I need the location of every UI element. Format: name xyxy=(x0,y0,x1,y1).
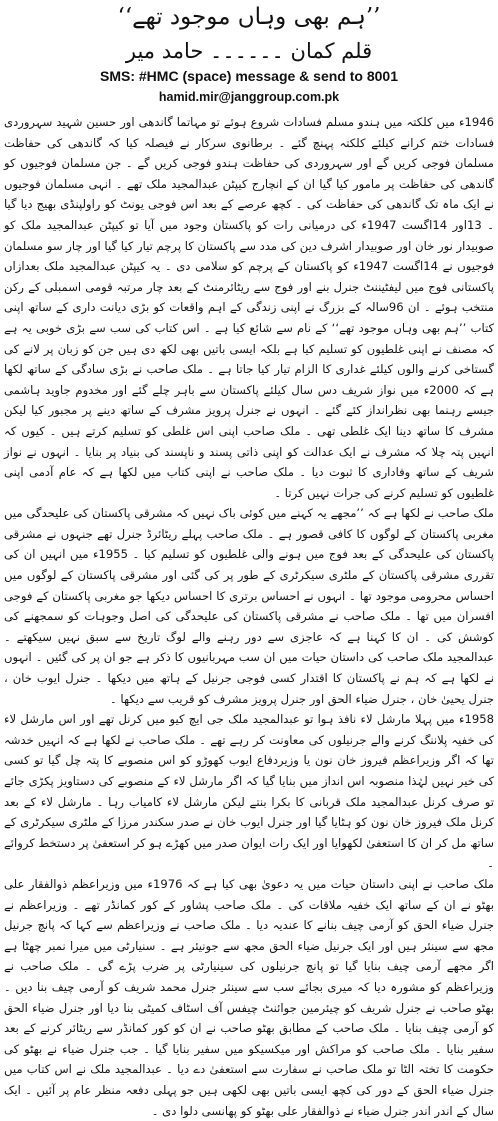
column-title: ’’ہم بھی وہاں موجود تھے‘‘ xyxy=(117,4,381,30)
body-paragraph: ملک صاحب نے اپنی داستان حیات میں یہ دعویٰ بھی کیا ہے کہ 1976ء میں وزیراعظم ذوالفقار علی بھٹو نے ان کے ساتھ ایک خفیہ ملاقات کی ۔ ملک صاحب پشاور کے کور کمانڈر تھے ۔ وزیراعظم نے جنرل ضیاء الحق کو آرمی چیف بنانے کا عندیہ دیا ۔ ملک صاحب نے وزیراعظم سے کہا کہ پانچ جرنیل مجھ سے سینئر ہیں اور ایک جرنیل ضیاء الحق مجھ سے جونیئر ہے ۔ سنیارٹی میں میرا نمبر چھٹا ہے اگر مجھے آرمی چیف بنایا گیا تو پانچ جرنیلوں کی سینیارٹی پر ضرب پڑے گی ۔ ملک صاحب نے وزیراعظم کو مشورہ دیا کہ میری بجائے سب سے سینئر جنرل محمد شریف کو آرمی چیف بنا دیں ۔ بھٹو صاحب نے جنرل شریف کو چیئرمین جوائنٹ چیفس آف اسٹاف کمیٹی بنا دیا اور جنرل ضیاء الحق کو آرمی چیف بنایا ۔ ملک صاحب کے مطابق بھٹو صاحب نے ان کو کور کمانڈر سے ریٹائر کرنے کے بعد سفیر بنایا ۔ ملک صاحب کو مراکش اور میکسیکو میں سفیر بنایا گیا ۔ جب جنرل ضیاء نے بھٹو کی حکومت کا تختہ الٹا تو ملک صاحب نے سفارت سے استعفیٰ دے دیا ۔ عبدالمجید ملک نے اس کتاب میں جنرل ضیاء الحق کے دور کی کچھ ایسی باتیں بھی لکھی ہیں جو پہلی دفعہ منظر عام پر آئیں ۔ ایک سال کے اندر اندر جنرل ضیاء نے ذوالفقار علی بھٹو کو پھانسی دلوا دی ۔ xyxy=(4,876,495,1118)
body-paragraph: 1946ء میں کلکتہ میں ہندو مسلم فسادات شروع ہوئے تو مہاتما گاندھی اور حسین شہید سہروردی فسادات ختم کرانے کیلئے کلکتہ پہنچ گئے ۔ برطانوی سرکار نے فیصلہ کیا کہ گاندھی کی حفاظت مسلمان فوجی کریں گے اور سہروردی کی حفاظت ہندو فوجی کریں گے ۔ جن مسلمان فوجیوں کو گاندھی کی حفاظت پر مامور کیا گیا ان کے انچارج کیپٹن عبدالمجید ملک تھے ۔ انہی مسلمان فوجیوں نے ایک ماہ تک گاندھی کی حفاظت کی ۔ کچھ عرصے کے بعد اس فوجی یونٹ کو راولپنڈی بھیج دیا گیا ۔ 13اور 14اگست 1947ء کی درمیانی رات کو پاکستان وجود میں آیا تو کیپٹن عبدالمجید ملک کو صوبیدار نور خان اور صوبیدار اشرف دین کی مدد سے پاکستان کا پرچم تیار کیا گیا اور چار سو مسلمان فوجیوں نے 14اگست 1947ء کو پاکستان کے پرچم کو سلامی دی ۔ یہ کیپٹن عبدالمجید ملک بعدازاں پاکستانی فوج میں لیفٹیننٹ جنرل بنے اور فوج سے ریٹائرمنٹ کے بعد چار مرتبہ قومی اسمبلی کے رکن منتخب ہوئے ۔ ان 96سالہ کے بزرگ نے اپنی زندگی کے اہم واقعات کو بڑی دیانت داری کے ساتھ اپنی کتاب ’’ہم بھی وہاں موجود تھے‘‘ کے نام سے شائع کیا ہے ۔ اس کتاب کی سب سے بڑی خوبی یہ ہے کہ مصنف نے اپنی غلطیوں کو تسلیم کیا ہے بلکہ ایسی باتیں بھی لکھ دی ہیں جن کو زبان پر لانے کی گستاخی کرنے والوں کیلئے غداری کا الزام تیار کیا جاتا ہے ۔ ملک صاحب نے بڑی سادگی کے ساتھ لکھا ہے کہ 2000ء میں نواز شریف دس سال کیلئے پاکستان سے باہر چلے گئے اور مخدوم جاوید ہاشمی جیسے رہنما بھی نظرانداز کئے گئے ۔ انہوں نے جنرل پرویز مشرف کے ساتھ دینے پر مجبور کیا لیکن مشرف کا ساتھ دینا ایک غلطی تھی ۔ ملک صاحب اپنی اس غلطی کو تسلیم کرتے ہیں ۔ کیوں کہ انہیں پتہ چلا کہ مشرف نے ایک عدالت کو اپنی ذاتی پسند و ناپسند کی بنیاد پر بنایا ۔ انہوں نے نواز شریف کے ساتھ وفاداری کا ثبوت دیا ۔ ملک صاحب نے اپنی کتاب میں لکھا ہے کہ عام آدمی اپنی غلطیوں کو تسلیم کرنے کی جرات نہیں کرتا ۔ xyxy=(4,115,495,500)
body-paragraph: ملک صاحب نے لکھا ہے کہ ’’مجھے یہ کہنے میں کوئی باک نہیں کہ مشرقی پاکستان کی علیحدگی میں مغربی پاکستان کے لوگوں کا کافی قصور ہے ۔ ملک صاحب پہلے ریٹائرڈ جنرل تھے جنہوں نے مشرقی پاکستان کی علیحدگی کے بعد فوج میں ہونے والی غلطیوں کو تسلیم کیا ۔ 1955ء میں انہیں ان کی تقرری مشرقی پاکستان کے ملٹری سیکرٹری کے طور پر کی گئی اور مشرقی پاکستان کے لوگوں میں احساس محرومی موجود تھا ۔ انہوں نے احساس برتری کا احساس دیکھا جو مغربی پاکستان کے فوجی افسران میں تھا ۔ ملک صاحب نے مشرقی پاکستان کی علیحدگی کی اصل وجوہات کو سمجھنے کی کوشش کی ۔ ان کا کہنا ہے کہ عاجزی سے دور رہنے والے لوگ تاریخ سے سبق نہیں سیکھتے ۔ عبدالمجید ملک صاحب کی داستان حیات میں ان سب مہربانیوں کا ذکر ہے جو ان پر کی گئیں ۔ انہوں نے لکھا ہے کہ ہم نے پاکستان کا اقتدار کسی فوجی جرنیل کے ہاتھ میں دیکھا ۔ جنرل ایوب خان ، جنرل یحییٰ خان ، جنرل ضیاء الحق اور جنرل پرویز مشرف کو قریب سے دیکھا ۔ xyxy=(4,506,494,706)
column-byline: قلم کمان ۔۔۔۔۔۔ حامد میر xyxy=(125,39,373,63)
sms-instruction: SMS: #HMC (space) message & send to 8001 xyxy=(100,68,398,84)
body-paragraph: 1958ء میں پہلا مارشل لاء نافذ ہوا تو عبدالمجید ملک جی ایچ کیو میں کرنل تھے اور اس مارشل لاء کی خفیہ پلاننگ کرنے والے جرنیلوں کی معاونت کر رہے تھے ۔ ملک صاحب نے لکھا ہے کہ انہیں خدشہ تھا کہ اگر وزیراعظم فیروز خان نون یا وزیردفاع ایوب کھوڑو کو اس منصوبے کا پتہ چل گیا تو کسی کی خیر نہیں لہٰذا منصوبہ اس انداز میں بنایا گیا کہ اگر مارشل لاء کے منصوبے کی دستاویز پکڑی جائے تو صرف کرنل عبدالمجید ملک قربانی کا بکرا بنتے لیکن مارشل لاء کامیاب رہا ۔ مارشل لاء کے بعد کرنل ملک فیروز خان نون کو ہٹایا گیا اور جنرل ایوب خان نے صدر سکندر مرزا کے ملٹری سیکرٹری کے ساتھ مل کر ان کا استعفیٰ لکھوایا اور ایک رات ایوان صدر میں کھڑے ہو کر استعفیٰ پر دستخط کروائے ۔ xyxy=(4,712,494,871)
author-email: hamid.mir@janggroup.com.pk xyxy=(158,90,340,104)
column-body xyxy=(4,112,495,1118)
